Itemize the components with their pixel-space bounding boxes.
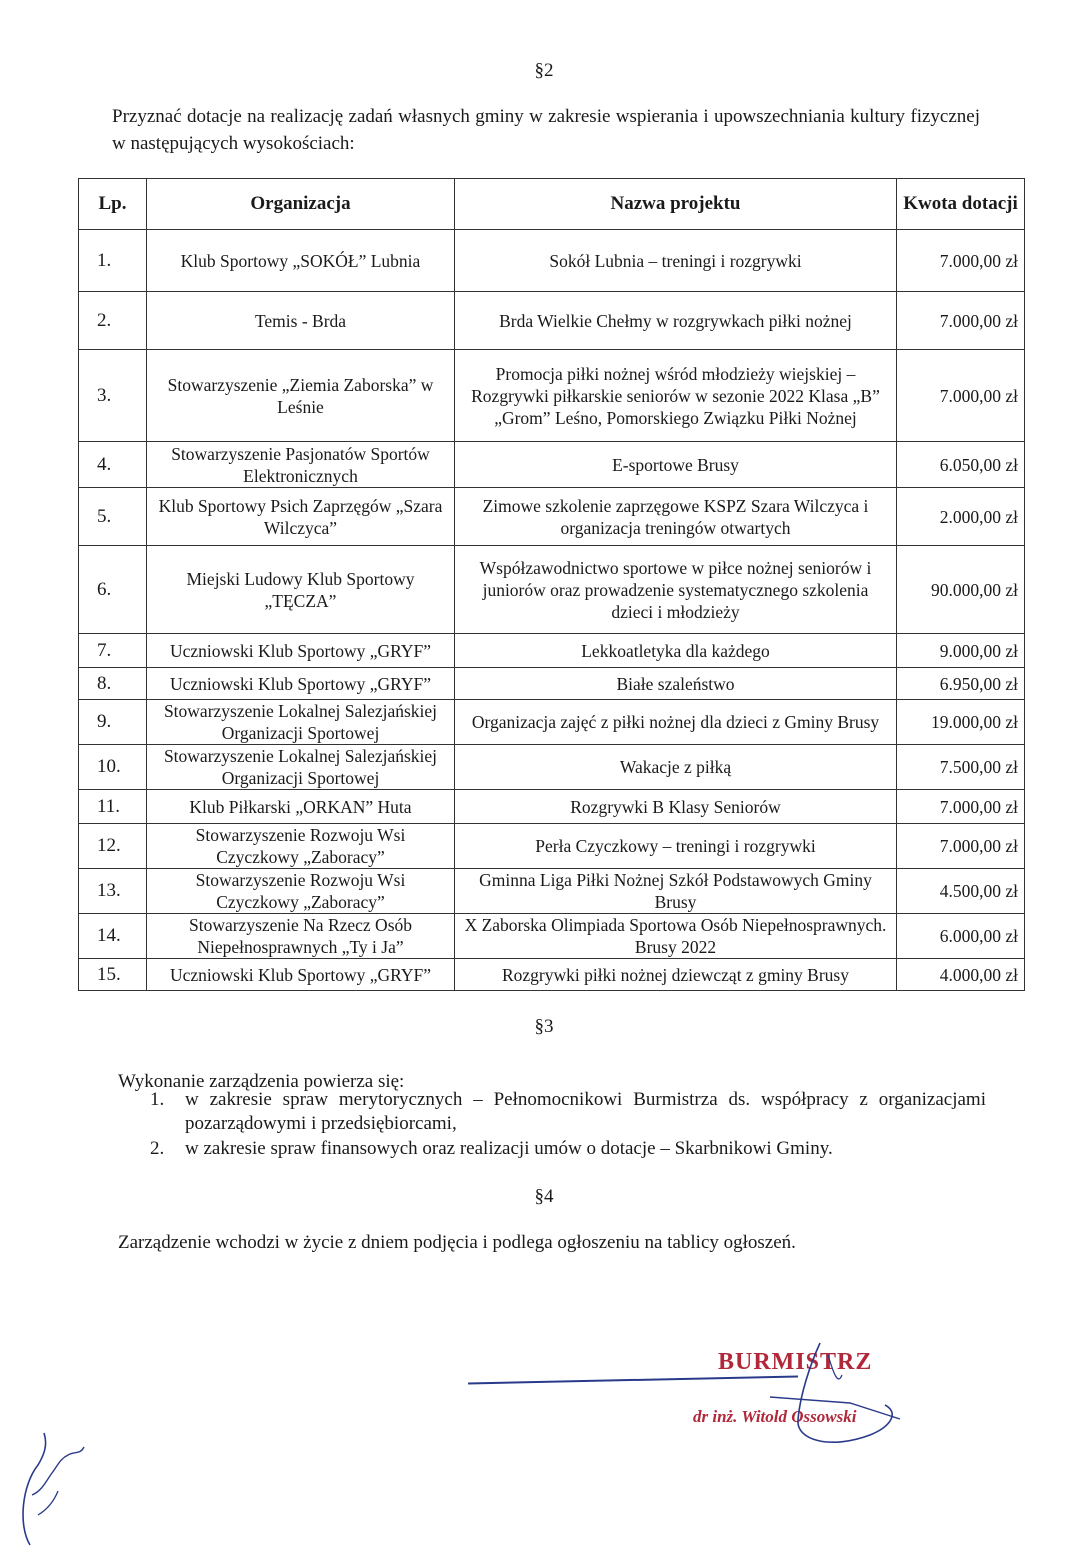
organization-cell: Stowarzyszenie Lokalnej Salezjańskiej Organizacji Sportowej bbox=[147, 700, 455, 745]
row-number: 14. bbox=[79, 914, 147, 959]
project-cell: Wakacje z piłką bbox=[455, 745, 897, 790]
header-organization: Organizacja bbox=[147, 179, 455, 230]
grants-table bbox=[78, 178, 1025, 991]
signature-line bbox=[468, 1376, 798, 1384]
section-4-mark: §4 bbox=[534, 1186, 554, 1207]
table-row bbox=[79, 546, 1025, 634]
organization-cell: Temis - Brda bbox=[147, 292, 455, 350]
organization-cell: Stowarzyszenie Rozwoju Wsi Czyczkowy „Zaboracy” bbox=[147, 869, 455, 914]
amount-cell: 7.000,00 zł bbox=[897, 350, 1025, 442]
stamp-title: BURMISTRZ bbox=[718, 1349, 873, 1375]
amount-cell: 19.000,00 zł bbox=[897, 700, 1025, 745]
header-amount: Kwota dotacji bbox=[897, 179, 1025, 230]
project-cell: Sokół Lubnia – treningi i rozgrywki bbox=[455, 230, 897, 292]
amount-cell: 6.050,00 zł bbox=[897, 442, 1025, 488]
amount-cell: 7.500,00 zł bbox=[897, 745, 1025, 790]
duty-text: w zakresie spraw finansowych oraz realizacji umów o dotacje – Skarbnikowi Gminy. bbox=[185, 1138, 833, 1159]
amount-cell: 90.000,00 zł bbox=[897, 546, 1025, 634]
row-number: 11. bbox=[79, 790, 147, 824]
project-cell: X Zaborska Olimpiada Sportowa Osób Niepełnosprawnych. Brusy 2022 bbox=[455, 914, 897, 959]
row-number: 8. bbox=[79, 668, 147, 700]
duty-item bbox=[150, 1088, 986, 1136]
organization-cell: Stowarzyszenie Rozwoju Wsi Czyczkowy „Zaboracy” bbox=[147, 824, 455, 869]
amount-cell: 4.500,00 zł bbox=[897, 869, 1025, 914]
header-project: Nazwa projektu bbox=[455, 179, 897, 230]
organization-cell: Uczniowski Klub Sportowy „GRYF” bbox=[147, 634, 455, 668]
row-number: 6. bbox=[79, 546, 147, 634]
organization-cell: Klub Sportowy Psich Zaprzęgów „Szara Wilczyca” bbox=[147, 488, 455, 546]
table-row bbox=[79, 700, 1025, 745]
organization-cell: Stowarzyszenie Lokalnej Salezjańskiej Organizacji Sportowej bbox=[147, 745, 455, 790]
duties-list bbox=[150, 1088, 986, 1162]
initials-signature-icon bbox=[8, 1425, 88, 1550]
handwritten-signature-icon bbox=[750, 1335, 910, 1455]
duty-item bbox=[150, 1137, 986, 1161]
table-row bbox=[79, 488, 1025, 546]
amount-cell: 6.000,00 zł bbox=[897, 914, 1025, 959]
table-row bbox=[79, 668, 1025, 700]
table-row bbox=[79, 824, 1025, 869]
project-cell: Rozgrywki piłki nożnej dziewcząt z gminy Brusy bbox=[455, 959, 897, 991]
project-cell: Lekkoatletyka dla każdego bbox=[455, 634, 897, 668]
organization-cell: Klub Sportowy „SOKÓŁ” Lubnia bbox=[147, 230, 455, 292]
amount-cell: 6.950,00 zł bbox=[897, 668, 1025, 700]
execution-intro: Wykonanie zarządzenia powierza się: bbox=[118, 1071, 405, 1092]
table-row bbox=[79, 959, 1025, 991]
row-number: 13. bbox=[79, 869, 147, 914]
amount-cell: 4.000,00 zł bbox=[897, 959, 1025, 991]
table-header-row bbox=[79, 179, 1025, 230]
table-body bbox=[79, 230, 1025, 991]
signature-block bbox=[460, 1335, 930, 1465]
row-number: 12. bbox=[79, 824, 147, 869]
duty-text: w zakresie spraw merytorycznych – Pełnomocnikowi Burmistrza ds. współpracy z organizacjami pozarządowymi i przedsiębiorcami, bbox=[185, 1089, 986, 1134]
duty-number: 2. bbox=[150, 1138, 165, 1159]
amount-cell: 7.000,00 zł bbox=[897, 292, 1025, 350]
table-row bbox=[79, 869, 1025, 914]
section-2-mark: §2 bbox=[534, 60, 554, 81]
project-cell: Rozgrywki B Klasy Seniorów bbox=[455, 790, 897, 824]
intro-paragraph: Przyznać dotacje na realizację zadań własnych gminy w zakresie wspierania i upowszechniania kultury fizycznej w następujących wysokościach: bbox=[112, 106, 980, 154]
row-number: 9. bbox=[79, 700, 147, 745]
row-number: 5. bbox=[79, 488, 147, 546]
organization-cell: Uczniowski Klub Sportowy „GRYF” bbox=[147, 959, 455, 991]
project-cell: E-sportowe Brusy bbox=[455, 442, 897, 488]
project-cell: Promocja piłki nożnej wśród młodzieży wiejskiej – Rozgrywki piłkarskie seniorów w sezonie 2022 Klasa „B” „Grom” Leśno, Pomorskiego Związku Piłki Nożnej bbox=[455, 350, 897, 442]
project-cell: Perła Czyczkowy – treningi i rozgrywki bbox=[455, 824, 897, 869]
table-row bbox=[79, 790, 1025, 824]
table-row bbox=[79, 292, 1025, 350]
project-cell: Współzawodnictwo sportowe w piłce nożnej seniorów i juniorów oraz prowadzenie systematycznego szkolenia dzieci i młodzieży bbox=[455, 546, 897, 634]
row-number: 2. bbox=[79, 292, 147, 350]
project-cell: Brda Wielkie Chełmy w rozgrywkach piłki nożnej bbox=[455, 292, 897, 350]
row-number: 1. bbox=[79, 230, 147, 292]
stamp-name: dr inż. Witold Ossowski bbox=[693, 1407, 857, 1426]
row-number: 10. bbox=[79, 745, 147, 790]
amount-cell: 7.000,00 zł bbox=[897, 790, 1025, 824]
organization-cell: Uczniowski Klub Sportowy „GRYF” bbox=[147, 668, 455, 700]
project-cell: Organizacja zajęć z piłki nożnej dla dzieci z Gminy Brusy bbox=[455, 700, 897, 745]
row-number: 15. bbox=[79, 959, 147, 991]
duty-number: 1. bbox=[150, 1089, 165, 1110]
table-row bbox=[79, 914, 1025, 959]
table-row bbox=[79, 350, 1025, 442]
table-row bbox=[79, 442, 1025, 488]
amount-cell: 2.000,00 zł bbox=[897, 488, 1025, 546]
project-cell: Białe szaleństwo bbox=[455, 668, 897, 700]
organization-cell: Stowarzyszenie „Ziemia Zaborska” w Leśnie bbox=[147, 350, 455, 442]
final-paragraph: Zarządzenie wchodzi w życie z dniem podjęcia i podlega ogłoszeniu na tablicy ogłoszeń. bbox=[118, 1232, 796, 1253]
project-cell: Gminna Liga Piłki Nożnej Szkół Podstawowych Gminy Brusy bbox=[455, 869, 897, 914]
section-3-mark: §3 bbox=[534, 1016, 554, 1037]
organization-cell: Stowarzyszenie Pasjonatów Sportów Elektronicznych bbox=[147, 442, 455, 488]
row-number: 3. bbox=[79, 350, 147, 442]
amount-cell: 7.000,00 zł bbox=[897, 824, 1025, 869]
organization-cell: Miejski Ludowy Klub Sportowy „TĘCZA” bbox=[147, 546, 455, 634]
amount-cell: 9.000,00 zł bbox=[897, 634, 1025, 668]
project-cell: Zimowe szkolenie zaprzęgowe KSPZ Szara Wilczyca i organizacja treningów otwartych bbox=[455, 488, 897, 546]
organization-cell: Klub Piłkarski „ORKAN” Huta bbox=[147, 790, 455, 824]
table-row bbox=[79, 634, 1025, 668]
row-number: 7. bbox=[79, 634, 147, 668]
organization-cell: Stowarzyszenie Na Rzecz Osób Niepełnosprawnych „Ty i Ja” bbox=[147, 914, 455, 959]
header-lp: Lp. bbox=[79, 179, 147, 230]
table-row bbox=[79, 745, 1025, 790]
row-number: 4. bbox=[79, 442, 147, 488]
amount-cell: 7.000,00 zł bbox=[897, 230, 1025, 292]
table-row bbox=[79, 230, 1025, 292]
